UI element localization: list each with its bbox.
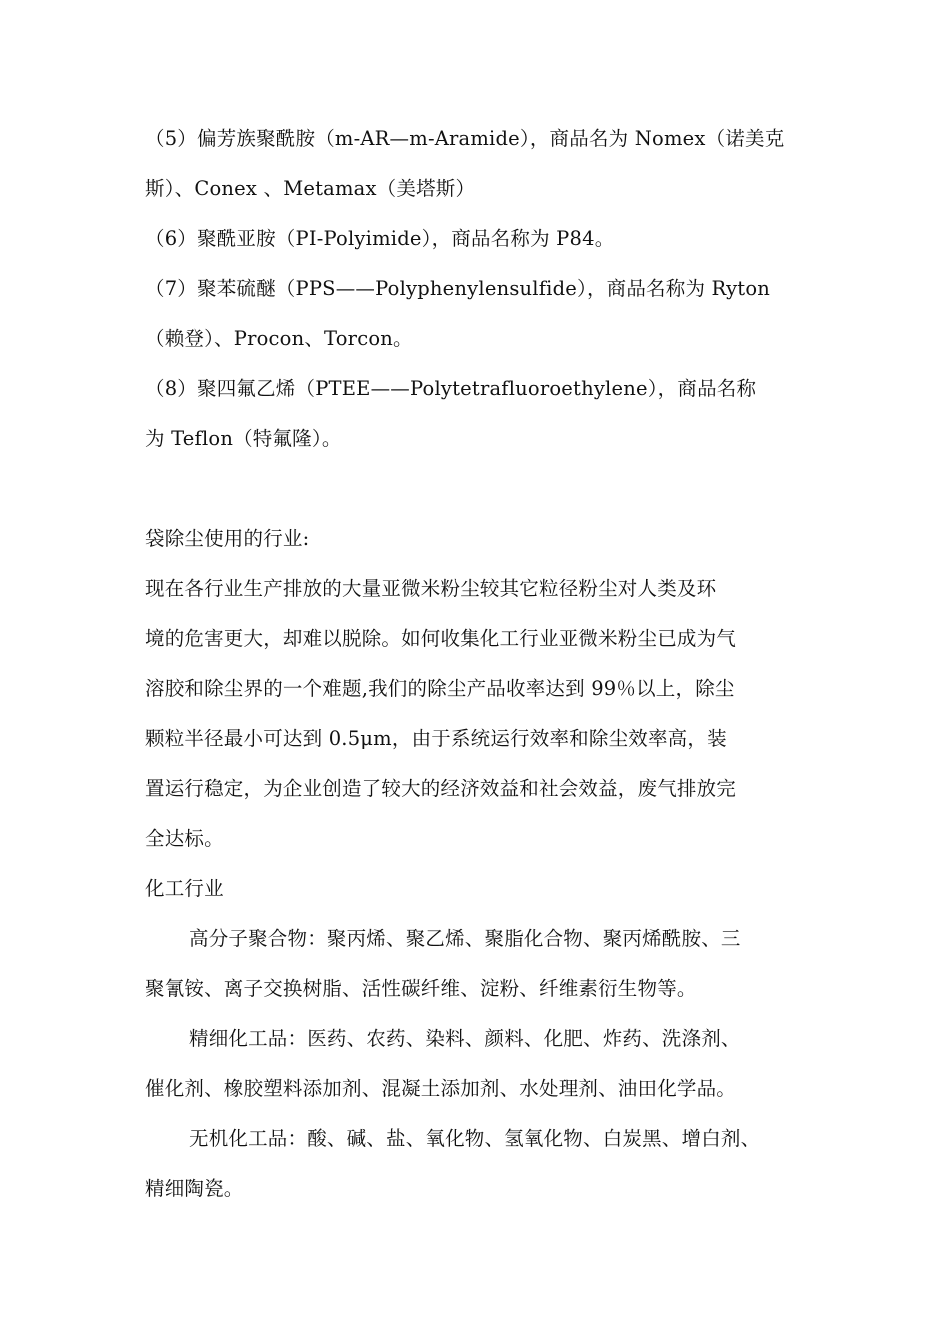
polymer-line-1: 高分子聚合物：聚丙烯、聚乙烯、聚脂化合物、聚丙烯酰胺、三 xyxy=(189,927,741,950)
text-line-1: （5）偏芳族聚酰胺（m-AR—m-Aramide），商品名为 Nomex（诺美克 xyxy=(145,127,785,150)
paragraph-line-6: 全达标。 xyxy=(145,827,224,850)
paragraph-line-1: 现在各行业生产排放的大量亚微米粉尘较其它粒径粉尘对人类及环 xyxy=(145,577,717,600)
paragraph-line-2: 境的危害更大，却难以脱除。如何收集化工行业亚微米粉尘已成为气 xyxy=(145,627,737,650)
paragraph-line-4: 颗粒半径最小可达到 0.5μm，由于系统运行效率和除尘效率高，装 xyxy=(145,727,727,750)
inorganic-chemical-line-1: 无机化工品：酸、碱、盐、氧化物、氢氧化物、白炭黑、增白剂、 xyxy=(189,1127,761,1150)
subheading-chemical-industry: 化工行业 xyxy=(145,877,224,900)
text-line-2: 斯）、Conex 、Metamax（美塔斯） xyxy=(145,177,476,200)
section-heading: 袋除尘使用的行业: xyxy=(145,527,310,550)
fine-chemical-line-2: 催化剂、橡胶塑料添加剂、混凝土添加剂、水处理剂、油田化学品。 xyxy=(145,1077,737,1100)
blank-line xyxy=(145,464,810,514)
text-line-4: （7）聚苯硫醚（PPS——Polyphenylensulfide），商品名称为 Ryton xyxy=(145,277,771,300)
text-line-6: （8）聚四氟乙烯（PTEE——Polytetrafluoroethylene），商品名称 xyxy=(145,377,757,400)
text-line-5: （赖登）、Procon、Torcon。 xyxy=(145,327,413,350)
text-line-3: （6）聚酰亚胺（PI-Polyimide），商品名称为 P84。 xyxy=(145,227,615,250)
text-line-7: 为 Teflon（特氟隆）。 xyxy=(145,427,342,450)
polymer-line-2: 聚氰铵、离子交换树脂、活性碳纤维、淀粉、纤维素衍生物等。 xyxy=(145,977,697,1000)
document-page xyxy=(145,114,810,1214)
fine-chemical-line-1: 精细化工品：医药、农药、染料、颜料、化肥、炸药、洗涤剂、 xyxy=(189,1027,741,1050)
paragraph-line-5: 置运行稳定，为企业创造了较大的经济效益和社会效益，废气排放完 xyxy=(145,777,737,800)
paragraph-line-3: 溶胶和除尘界的一个难题,我们的除尘产品收率达到 99％以上，除尘 xyxy=(145,677,735,700)
inorganic-chemical-line-2: 精细陶瓷。 xyxy=(145,1177,244,1200)
